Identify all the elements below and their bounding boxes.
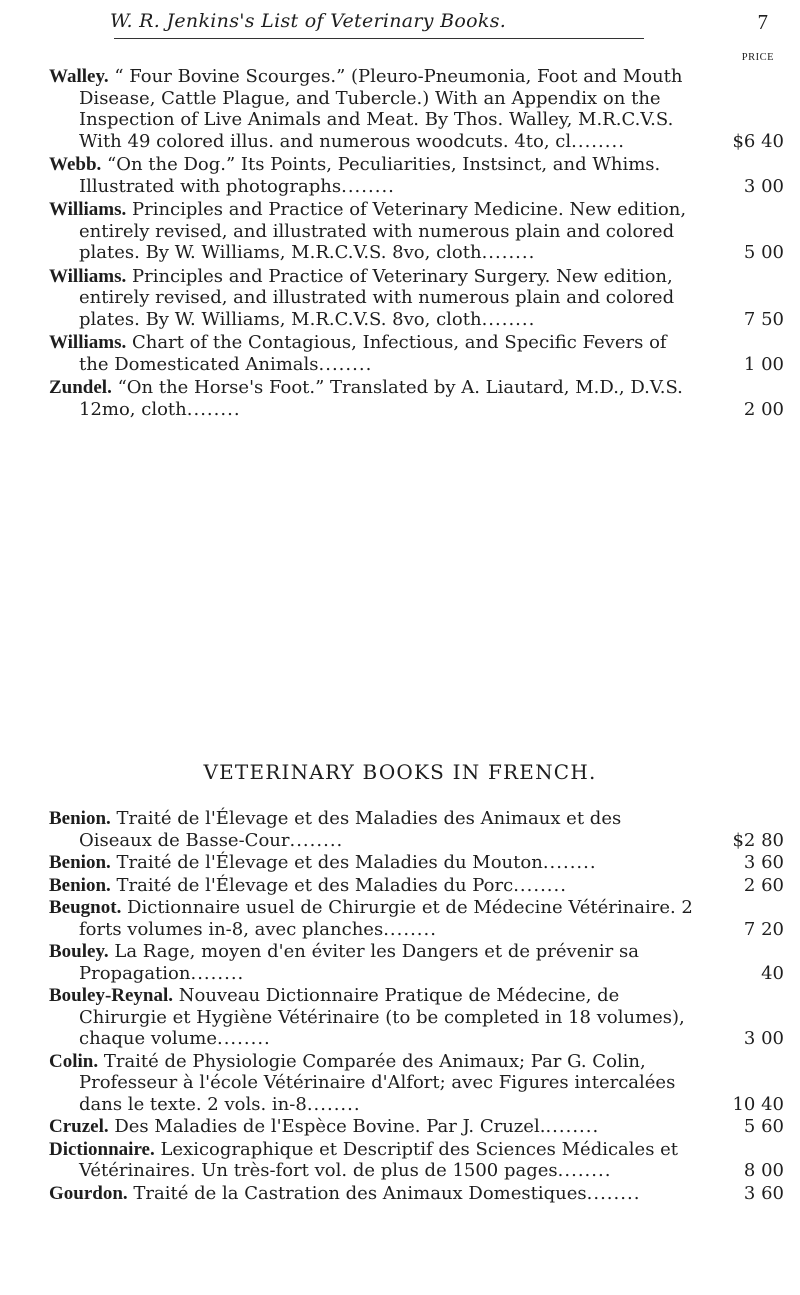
- english-book-list: [49, 66, 784, 420]
- dot-leader: ........: [306, 1093, 361, 1115]
- entry-author: Beugnot.: [49, 897, 122, 918]
- entry-description: “On the Horse's Foot.” Translated by A. Liautard, M.D., D.V.S. 12mo, cloth: [79, 377, 683, 420]
- entry-author: Colin.: [49, 1050, 99, 1072]
- entry-price: 3 00: [743, 1028, 784, 1049]
- entry-price: 7 20: [743, 918, 784, 940]
- book-entry: [49, 852, 784, 874]
- dot-leader: ........: [481, 242, 536, 263]
- entry-description: Principles and Practice of Veterinary Medicine. New edition, entirely revised, and illustrated with numerous plain and colored plates. By W. Williams, M.R.C.V.S. 8vo, cloth: [79, 199, 687, 263]
- dot-leader: ........: [341, 175, 395, 197]
- entry-author: Webb.: [49, 154, 102, 175]
- book-entry: [49, 897, 784, 940]
- book-entry: [49, 266, 784, 331]
- entry-price: 3 60: [743, 852, 784, 873]
- entry-author: Williams.: [49, 199, 127, 220]
- dot-leader: ........: [513, 874, 567, 896]
- dot-leader: ........: [481, 308, 536, 330]
- dot-leader: ........: [586, 1182, 641, 1204]
- french-book-list: [49, 808, 784, 1204]
- entry-description: “ Four Bovine Scourges.” (Pleuro-Pneumonia, Foot and Mouth Disease, Cattle Plague, and Tubercle.) With an Appendix on the Inspection of Live Animals and Meat. By Thos. Walley, M.R.C.V.S. With 49 colored illus. and numerous woodcuts. 4to, cl: [79, 66, 683, 152]
- entry-author: Bouley.: [49, 941, 109, 962]
- entry-author: Cruzel.: [49, 1116, 109, 1137]
- dot-leader: ........: [186, 398, 241, 420]
- entry-author: Benion.: [49, 852, 111, 873]
- book-entry: [49, 1051, 784, 1116]
- entry-author: Zundel.: [49, 377, 112, 398]
- book-entry: [49, 199, 784, 264]
- entry-description: Traité de l'Élevage et des Maladies du Porc: [110, 874, 514, 896]
- entry-author: Williams.: [49, 332, 127, 353]
- book-entry: [49, 941, 784, 984]
- entry-author: Walley.: [49, 66, 109, 87]
- entry-description: La Rage, moyen d'en éviter les Dangers et de prévenir sa Propagation: [79, 941, 639, 984]
- entry-price: 10 40: [732, 1093, 784, 1115]
- entry-description: Chart of the Contagious, Infectious, and Specific Fevers of the Domesticated Animals: [79, 332, 667, 375]
- dot-leader: ........: [571, 130, 625, 152]
- dot-leader: ........: [557, 1160, 612, 1181]
- entry-price: $6 40: [732, 130, 784, 152]
- dot-leader: ........: [190, 962, 245, 984]
- entry-description: Des Maladies de l'Espèce Bovine. Par J. Cruzel.: [108, 1116, 546, 1137]
- dot-leader: ........: [383, 918, 437, 940]
- entry-description: Traité de la Castration des Animaux Domestiques: [127, 1182, 587, 1204]
- book-entry: [49, 875, 784, 897]
- entry-price: 2 00: [743, 398, 784, 420]
- book-entry: [49, 66, 784, 152]
- entry-price: 5 60: [743, 1116, 784, 1137]
- french-section-heading: VETERINARY BOOKS IN FRENCH.: [203, 760, 597, 784]
- entry-description: “On the Dog.” Its Points, Peculiarities, Instsinct, and Whims. Illustrated with photographs: [79, 154, 661, 197]
- dot-leader: ........: [289, 829, 344, 851]
- entry-author: Benion.: [49, 808, 111, 829]
- dot-leader: ........: [216, 1028, 271, 1049]
- entry-description: Traité de l'Élevage et des Maladies des Animaux et des Oiseaux de Basse-Cour: [79, 808, 622, 851]
- book-entry: [49, 332, 784, 375]
- entry-description: Traité de Physiologie Comparée des Animaux; Par G. Colin, Professeur à l'école Vétérinaire d'Alfort; avec Figures intercalées dans le texte. 2 vols. in-8: [79, 1050, 676, 1115]
- entry-description: Lexicographique et Descriptif des Sciences Médicales et Vétérinaires. Un très-fort vol. de plus de 1500 pages: [79, 1138, 679, 1181]
- entry-description: Dictionnaire usuel de Chirurgie et de Médecine Vétérinaire. 2 forts volumes in-8, avec planches: [79, 897, 693, 940]
- header-rule: [114, 38, 644, 39]
- dot-leader: ........: [318, 353, 373, 375]
- book-entry: [49, 808, 784, 851]
- entry-description: Traité de l'Élevage et des Maladies du Mouton: [110, 852, 543, 873]
- entry-author: Williams.: [49, 265, 127, 287]
- entry-price: 8 00: [743, 1160, 784, 1181]
- entry-price: 3 00: [743, 175, 784, 197]
- book-entry: [49, 985, 784, 1050]
- entry-description: Principles and Practice of Veterinary Surgery. New edition, entirely revised, and illustrated with numerous plain and colored plates. By W. Williams, M.R.C.V.S. 8vo, cloth: [79, 265, 675, 330]
- entry-price: 3 60: [743, 1182, 784, 1204]
- book-entry: [49, 1116, 784, 1138]
- entry-description: Nouveau Dictionnaire Pratique de Médecine, de Chirurgie et Hygiène Vétérinaire (to be completed in 18 volumes), chaque volume: [79, 985, 685, 1049]
- book-entry: [49, 1183, 784, 1205]
- entry-author: Benion.: [49, 874, 111, 896]
- entry-price: 2 60: [743, 874, 784, 896]
- page-number: 7: [757, 10, 768, 34]
- book-entry: [49, 377, 784, 420]
- dot-leader: ........: [545, 1116, 600, 1137]
- entry-price: 40: [761, 962, 784, 984]
- entry-author: Gourdon.: [49, 1182, 128, 1204]
- entry-price: $2 80: [732, 829, 784, 851]
- entry-author: Bouley-Reynal.: [49, 985, 174, 1006]
- dot-leader: ........: [542, 852, 597, 873]
- running-header: [48, 6, 800, 42]
- book-entry: [49, 1139, 784, 1182]
- entry-price: 5 00: [743, 242, 784, 263]
- entry-price: 7 50: [743, 308, 784, 330]
- header-title: W. R. Jenkins's List of Veterinary Books.: [110, 10, 507, 32]
- entry-price: 1 00: [743, 353, 784, 375]
- price-column-label: PRICE: [741, 52, 774, 63]
- book-entry: [49, 154, 784, 197]
- entry-author: Dictionnaire.: [49, 1138, 155, 1160]
